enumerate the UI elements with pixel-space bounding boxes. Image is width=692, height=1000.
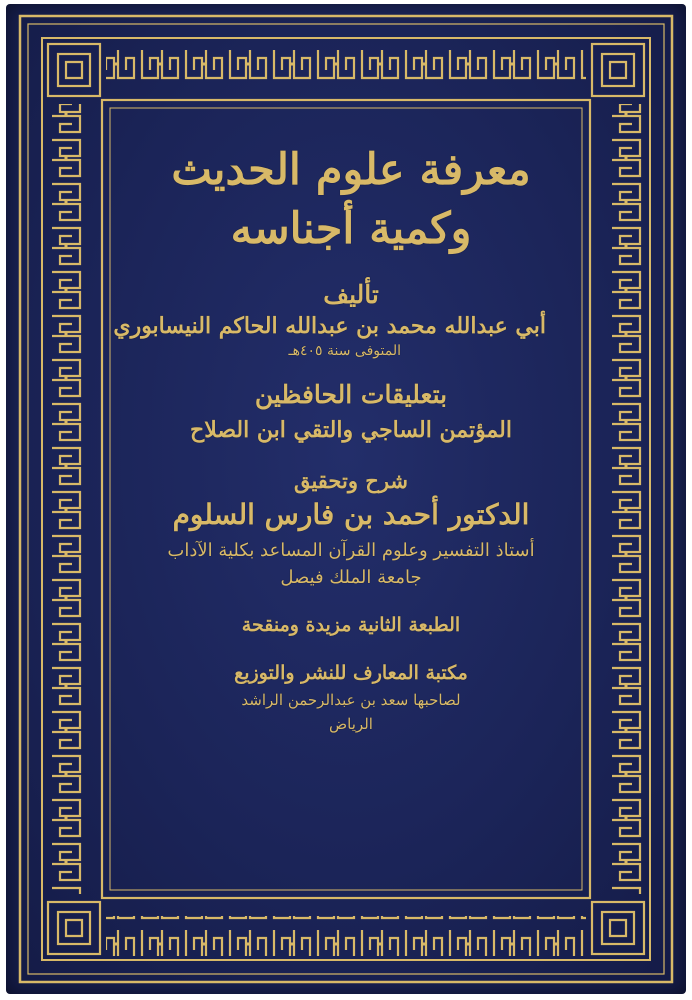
title-line-2: وكمية أجناسه <box>230 204 472 255</box>
book-cover <box>6 4 686 994</box>
death-note: المتوفى سنة ٤٠٥هـ <box>288 342 401 359</box>
annotators: المؤتمن الساجي والتقي ابن الصلاح <box>190 416 512 443</box>
publisher-owner: لصاحبها سعد بن عبدالرحمن الراشد <box>241 691 461 710</box>
author-label: تأليف <box>323 279 379 309</box>
editor-post: أستاذ التفسير وعلوم القرآن المساعد بكلية الآداب <box>167 540 535 562</box>
university: جامعة الملك فيصل <box>280 567 422 589</box>
publisher: مكتبة المعارف للنشر والتوزيع <box>234 661 468 684</box>
city: الرياض <box>329 714 373 733</box>
annotations-label: بتعليقات الحافظين <box>254 380 448 410</box>
title-line-1: معرفة علوم الحديث <box>171 145 531 195</box>
edition: الطبعة الثانية مزيدة ومنقحة <box>241 613 461 636</box>
editor-name: الدكتور أحمد بن فارس السلوم <box>172 498 530 532</box>
author-name: أبي عبدالله محمد بن عبدالله الحاكم النيسابوري <box>113 312 546 339</box>
cover-text <box>113 124 546 733</box>
edited-label: شرح وتحقيق <box>293 468 409 494</box>
